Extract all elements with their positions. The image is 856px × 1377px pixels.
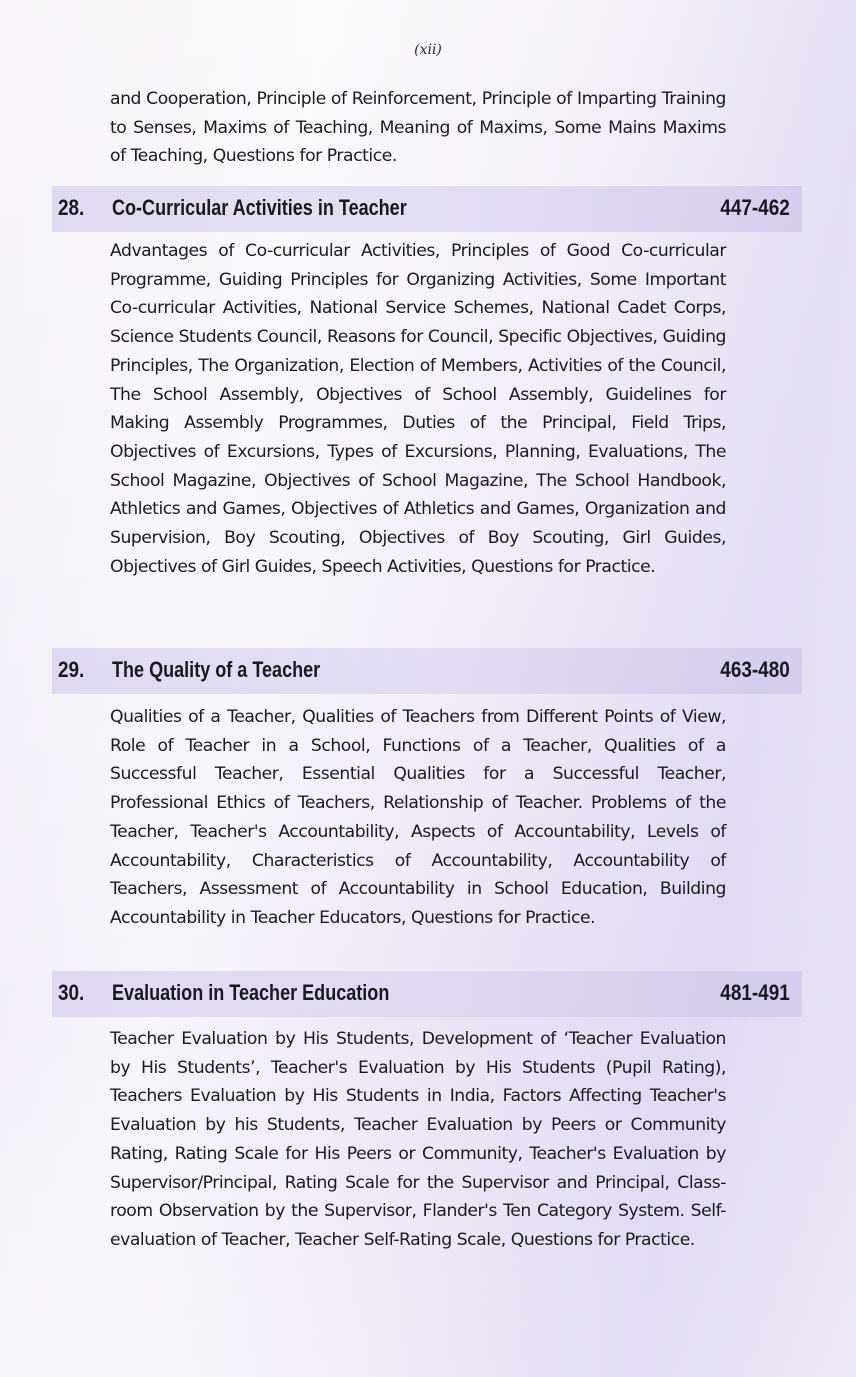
chapter-contents-29: Qualities of a Teacher, Qualities of Teachers from Different Points of View, Role of Teacher in a School, Functions of a Teacher, Qualities of a Successful Teacher, Essential Qualities for a Successful Teacher, Professional Ethics of Teachers, Relationship of Teacher. Problems of the Teacher, Teacher's Accountability, Aspects of Accountability, Levels of Accountability, Characteristics of Accountability, Accountability of Teachers, Assessment of Accountability in School Education, Building Accountability in Teacher Educators, Questions for Practice. xyxy=(110,707,726,928)
chapter-page-range: 481-491 xyxy=(720,980,790,1005)
chapter-contents-28: Advantages of Co-curricular Activities, Principles of Good Co-curricular Programme, Guiding Principles for Organizing Activities, Some Important Co-curricular Activities, National Service Schemes, National Cadet Corps, Science Students Council, Reasons for Council, Specific Objectives, Guiding Principles, The Organization, Election of Members, Activities of the Council, The School Assembly, Objectives of School Assembly, Guidelines for Making Assembly Programmes, Duties of the Principal, Field Trips, Objectives of Excursions, Types of Excursions, Planning, Evaluations, The School Magazine, Objectives of School Magazine, The School Handbook, Athletics and Games, Objectives of Athletics and Games, Organization and Supervision, Boy Scouting, Objectives of Boy Scouting, Girl Guides, Objectives of Girl Guides, Speech Activities, Questions for Practice. xyxy=(110,241,726,577)
chapter-number: 29. xyxy=(58,657,85,682)
chapter-title: The Quality of a Teacher xyxy=(112,657,321,682)
chapter-contents-30: Teacher Evaluation by His Students, Development of ‘Teacher Evaluation by His Students’, Teacher's Evaluation by His Students (Pupil Rating), Teachers Evaluation by His Students in India, Factors Affecting Teacher's Evaluation by his Students, Teacher Evaluation by Peers or Community Rating, Rating Scale for His Peers or Community, Teacher's Evaluation by Supervisor/Principal, Rating Scale for the Supervisor and Principal, Class-room Observation by the Supervisor, Flander's Ten Category System. Self-evaluation of Teacher, Teacher Self-Rating Scale, Questions for Practice. xyxy=(110,1029,726,1250)
chapter-title: Co-Curricular Activities in Teacher xyxy=(112,195,407,220)
chapter-title: Evaluation in Teacher Education xyxy=(112,980,390,1005)
intro-contents: and Cooperation, Principle of Reinforcement, Principle of Imparting Training to Senses, Maxims of Teaching, Meaning of Maxims, Some Mains Maxims of Teaching, Questions for Practice. xyxy=(110,89,726,167)
chapter-heading-28 xyxy=(0,186,856,232)
chapter-number: 28. xyxy=(58,195,85,220)
chapter-number: 30. xyxy=(58,980,85,1005)
page-number: (xii) xyxy=(414,42,442,58)
chapter-heading-29 xyxy=(0,648,856,694)
chapter-page-range: 463-480 xyxy=(720,657,790,682)
chapter-page-range: 447-462 xyxy=(720,195,790,220)
chapter-heading-30 xyxy=(0,971,856,1017)
